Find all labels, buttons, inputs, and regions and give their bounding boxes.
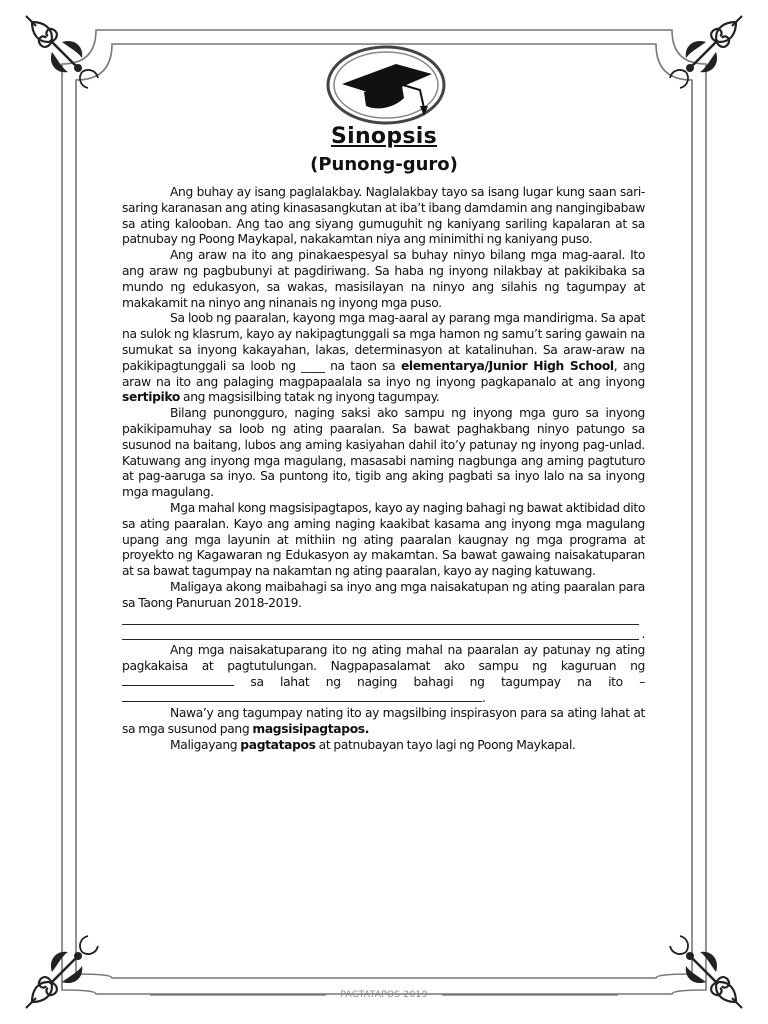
- paragraph-9-text-c: at patnubayan tayo lagi ng Poong Maykapal.: [315, 737, 576, 752]
- graduation-cap-emblem-icon: [324, 44, 448, 126]
- paragraph-3-text-c: , ang araw na ito ang palaging magpapaalala sa inyo ng inyong pagkapanalo at ang inyong: [122, 358, 646, 389]
- paragraph-9: [122, 738, 645, 754]
- paragraph-3-text-a: Sa loob ng paaralan, kayong mga mag-aaral ay parang mga mandirigma. Sa apat na sulok ng klasrum, kayo ay nakipagtunggali sa mga hamon ng samu’t saring gawain na sumukat sa inyong kakayahan, lakas, determinasyon at katalinuhan. Sa araw-araw na pakikipagtunggali sa loob ng ____ na taon sa: [122, 311, 645, 373]
- page-footer: PAGTATAPOS 2019: [340, 990, 428, 1000]
- paragraph-7: [122, 643, 645, 706]
- paragraph-4: Bilang punongguro, naging saksi ako sampu ng inyong mga guro sa inyong pakikipamuhay sa loob ng ating paaralan. Sa bawat paghakbang ninyo patungo sa susunod na baitang, lubos ang aming kasiyahan dahil ito’y patunay ng inyong pag-unlad. Katuwang ang inyong mga magulang, masasabi naming nagbunga ang aming pagtuturo at pag-aaruga sa inyo. Sa puntong ito, tigib ang aking pagbati sa inyo lalo na sa inyong mga magulang.: [122, 406, 645, 500]
- paragraph-8: [122, 706, 645, 738]
- blank-school-name: [122, 675, 234, 686]
- blank-line-end-period: .: [641, 627, 645, 642]
- blank-fill-line-2: [122, 627, 645, 643]
- paragraph-8-bold: magsisipagtapos.: [252, 722, 370, 737]
- paragraph-9-bold: pagtatapos: [240, 737, 316, 752]
- paragraph-5: Mga mahal kong magsisipagtapos, kayo ay naging bahagi ng bawat aktibidad dito sa ating paaralan. Kayo ang aming naging kaakibat kasama ang inyong mga magulang upang ang mga layunin at mithiin ng ating paaralan kaugnay ng mga programa at proyekto ng Kagawaran ng Edukasyon ay makamtan. Sa bawat gawaing naisakatuparan at sa bawat tagumpay na nakamtan ng ating paaralan, kayo ay naging katuwang.: [122, 500, 645, 579]
- paragraph-3-bold-sertipiko: sertipiko: [122, 390, 180, 405]
- paragraph-3-bold-elementarya: elementarya: [400, 358, 485, 373]
- paragraph-8-text-a: Nawa’y ang tagumpay nating ito ay magsilbing inspirasyon para sa ating lahat at sa mga susunod pang: [122, 706, 645, 737]
- blank-fill-line-1: [122, 612, 645, 628]
- blank-names: [122, 691, 482, 702]
- paragraph-1: Ang buhay ay isang paglalakbay. Naglalakbay tayo sa isang lugar kung saan sari-saring karanasan ang ating kinasasangkutan at iba’t ibang damdamin ang nangingibabaw sa ating kalooban. Ang tao ang siyang gumuguhit ng kaniyang sariling kapalaran at sa patnubay ng Poong Maykapal, nakakamtan niya ang minimithi ng kaniyang puso.: [122, 185, 645, 247]
- paragraph-6: Maligaya akong maibahagi sa inyo ang mga naisakatupan ng ating paaralan para sa Taong Panuruan 2018-2019.: [122, 579, 645, 610]
- document-body: [122, 185, 645, 754]
- paragraph-9-text-a: Maligayang: [170, 737, 241, 752]
- paragraph-7-text-c: .: [482, 690, 486, 705]
- document-subtitle: (Punong-guro): [310, 154, 458, 175]
- paragraph-3: [122, 311, 645, 406]
- paragraph-7-text-b: sa lahat ng naging bahagi ng tagumpay na ito –: [234, 674, 645, 689]
- paragraph-3-bold-jhs: Junior High School: [488, 358, 614, 373]
- paragraph-7-text-a: Ang mga naisakatuparang ito ng ating mahal na paaralan ay patunay ng ating pagkakaisa at pagtutulungan. Nagpapasalamat ako sampu ng kaguruan ng: [122, 643, 645, 673]
- paragraph-3-slash: /: [484, 358, 489, 373]
- paragraph-3-text-d: ang magsisilbing tatak ng inyong tagumpay.: [179, 390, 440, 405]
- document-title: Sinopsis: [330, 124, 438, 149]
- paragraph-2: Ang araw na ito ang pinakaespesyal sa buhay ninyo bilang mga mag-aaral. Ito ang araw ng pagbubunyi at pagdiriwang. Sa haba ng inyong nilakbay at pakikibaka sa mundo ng edukasyon, sa wakas, masisilayan na ninyo ang silahis ng tagumpay at makakamit na ninyo ang ninanais ng inyong mga puso.: [122, 248, 645, 310]
